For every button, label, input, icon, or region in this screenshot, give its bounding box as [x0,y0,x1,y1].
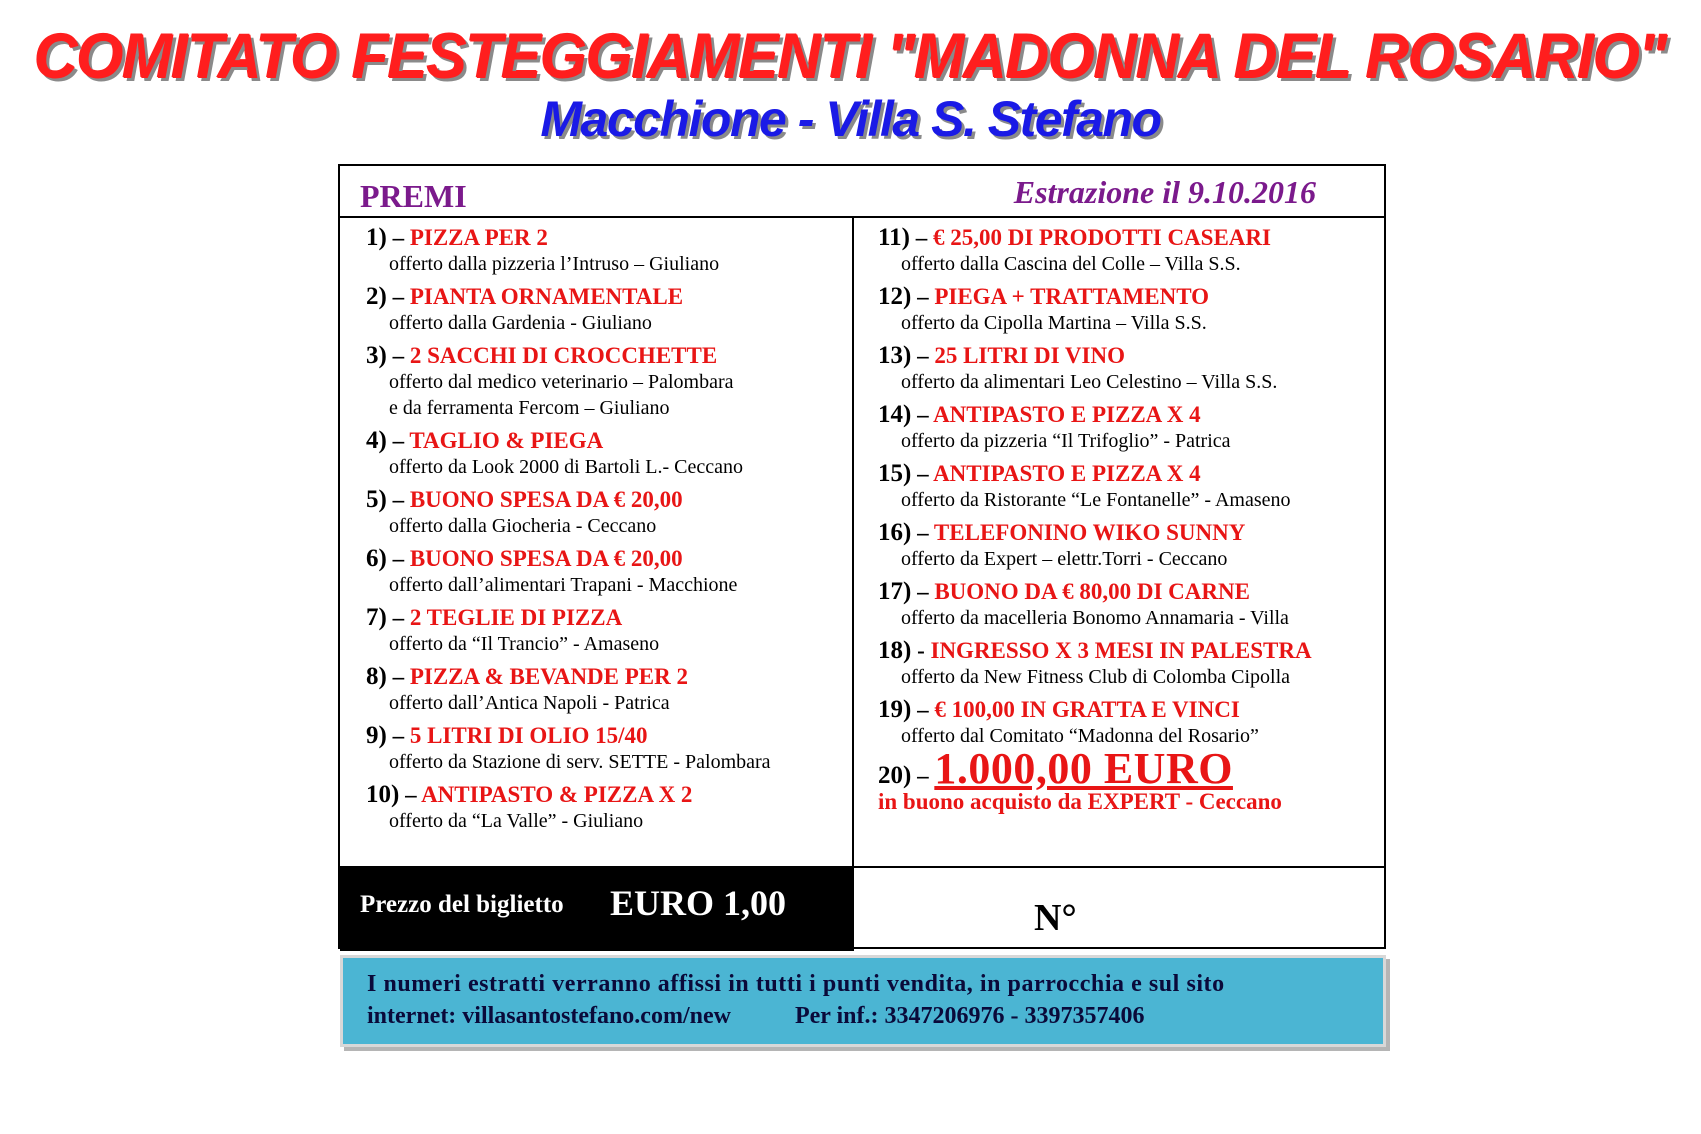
prize-name: TAGLIO & PIEGA [409,428,604,453]
prize-number: 1) [366,224,387,251]
prize-item [366,604,846,657]
prize-separator: - [911,638,931,663]
prize-name: PIZZA PER 2 [409,225,548,250]
prize-description: offerto da pizzeria “Il Trifoglio” - Patrica [901,430,1231,452]
prize-description: offerto dal medico veterinario – Palombara [389,371,734,393]
prize-item [878,460,1378,513]
prize-description: e da ferramenta Fercom – Giuliano [389,397,670,419]
prize-number: 11) [878,224,910,251]
prize-description: offerto da macelleria Bonomo Annamaria - Villa [901,607,1289,629]
prize-item [878,224,1378,277]
prize-description: offerto dalla Gardenia - Giuliano [389,312,652,334]
prize-name: ANTIPASTO E PIZZA X 4 [933,402,1201,427]
prize-number: 12) [878,283,912,310]
prize-separator: – [911,461,934,486]
info-box [340,955,1386,1047]
prize-number: 6) [366,545,387,572]
prize-list-left [366,224,846,840]
prize-name: 1.000,00 EURO [934,744,1233,793]
prize-description: offerto dall’alimentari Trapani - Macchione [389,574,738,596]
prize-separator: – [386,487,410,512]
prize-description: offerto da “Il Trancio” - Amaseno [389,633,660,655]
prize-item [366,283,846,336]
prize-item [366,486,846,539]
ticket-number-area [854,866,1386,949]
prize-number: 19) [878,696,912,723]
prize-item [878,283,1378,336]
prize-number: 9) [366,722,387,749]
prize-item [878,401,1378,454]
prize-item [878,519,1378,572]
prize-name: 5 LITRI DI OLIO 15/40 [409,723,648,748]
main-title: COMITATO FESTEGGIAMENTI "MADONNA DEL ROSARIO" [34,21,1667,92]
website-text: internet: villasantostefano.com/new [367,1003,731,1029]
prize-separator: – [386,605,410,630]
prize-number: 7) [366,604,387,631]
prize-number: 5) [366,486,387,513]
ticket-number-label: N° [1034,897,1077,939]
prize-name: BUONO SPESA DA € 20,00 [409,546,683,571]
prize-name: PIZZA & BEVANDE PER 2 [409,664,689,689]
price-label: Prezzo del biglietto [360,891,564,918]
prize-name: INGRESSO X 3 MESI IN PALESTRA [930,638,1312,663]
prize-item [366,545,846,598]
prize-item [366,342,846,421]
prize-description: offerto dal Comitato “Madonna del Rosario” [901,725,1259,747]
prize-item [366,224,846,277]
prize-name: PIEGA + TRATTAMENTO [934,284,1210,309]
prize-separator: – [911,697,935,722]
prize-separator: – [386,428,410,453]
prize-name: ANTIPASTO & PIZZA X 2 [421,782,693,807]
prize-item [878,342,1378,395]
contact-phone: Per inf.: 3347206976 - 3397357406 [794,1003,1145,1029]
prize-number: 3) [366,342,387,369]
prize-separator: – [911,579,935,604]
prize-number: 4) [366,427,387,454]
prize-description: offerto da “La Valle” - Giuliano [389,810,644,832]
prize-item [366,663,846,716]
info-line-2 [367,1000,1359,1032]
prize-item [878,578,1378,631]
prize-name: 2 SACCHI DI CROCCHETTE [409,343,718,368]
prize-number: 2) [366,283,387,310]
prize-number: 16) [878,519,912,546]
prize-separator: – [399,782,422,807]
prize-item [366,781,846,834]
prize-number: 20) [878,762,912,789]
prize-separator: – [386,723,410,748]
subtitle: Macchione - Villa S. Stefano [540,91,1161,147]
prize-number: 14) [878,401,912,428]
prize-name: € 25,00 DI PRODOTTI CASEARI [932,225,1271,250]
prize-description: offerto da Ristorante “Le Fontanelle” - Amaseno [901,489,1291,511]
prize-number: 17) [878,578,912,605]
prize-item [366,722,846,775]
column-divider [852,216,854,951]
prize-separator: – [386,284,410,309]
prize-separator: – [386,343,410,368]
prize-name: TELEFONINO WIKO SUNNY [933,520,1246,545]
prize-name: BUONO DA € 80,00 DI CARNE [934,579,1250,604]
ticket-header [340,166,1384,218]
prize-separator: – [386,225,410,250]
prize-description: in buono acquisto da EXPERT - Ceccano [878,789,1282,814]
prize-number: 8) [366,663,387,690]
prize-name: ANTIPASTO E PIZZA X 4 [933,461,1201,486]
prize-separator: – [386,664,410,689]
prize-description: offerto da Look 2000 di Bartoli L.- Ceccano [389,456,743,478]
prize-description: offerto da New Fitness Club di Colomba Cipolla [901,666,1291,688]
prize-description: offerto da Expert – elettr.Torri - Ceccano [901,548,1228,570]
prize-description: offerto dalla Giocheria - Ceccano [389,515,657,537]
prize-number: 13) [878,342,912,369]
prize-separator: – [911,284,935,309]
prize-description: offerto da Cipolla Martina – Villa S.S. [901,312,1207,334]
prize-separator: – [911,520,934,545]
prize-number: 10) [366,781,400,808]
prize-description: offerto da alimentari Leo Celestino – Villa S.S. [901,371,1278,393]
prize-description: offerto dalla Cascina del Colle – Villa S.S. [901,253,1241,275]
prize-name: 2 TEGLIE DI PIZZA [409,605,623,630]
prize-description: offerto da Stazione di serv. SETTE - Palombara [389,751,771,773]
info-line-1: I numeri estratti verranno affissi in tutti i punti vendita, in parrocchia e sul sito [367,971,1225,997]
prize-list-right [878,224,1378,821]
premi-label: PREMI [360,178,467,214]
prize-description: offerto dalla pizzeria l’Intruso – Giuliano [389,253,720,275]
prize-item [878,696,1378,749]
prize-separator: – [911,763,935,788]
prize-name: € 100,00 IN GRATTA E VINCI [934,697,1240,722]
prize-separator: – [909,225,933,250]
prize-separator: – [911,402,934,427]
prize-number: 15) [878,460,912,487]
prize-item [366,427,846,480]
price-box [340,866,854,951]
prize-separator: – [386,546,410,571]
prize-name: 25 LITRI DI VINO [934,343,1125,368]
prize-item-20 [878,744,1378,815]
prize-item [878,637,1378,690]
prize-name: BUONO SPESA DA € 20,00 [409,487,683,512]
draw-date: Estrazione il 9.10.2016 [1013,174,1316,210]
prize-description: offerto dall’Antica Napoli - Patrica [389,692,670,714]
prize-name: PIANTA ORNAMENTALE [409,284,684,309]
prize-separator: – [911,343,935,368]
prize-number: 18) [878,637,912,664]
price-value: EURO 1,00 [610,883,787,923]
raffle-ticket [338,164,1386,949]
